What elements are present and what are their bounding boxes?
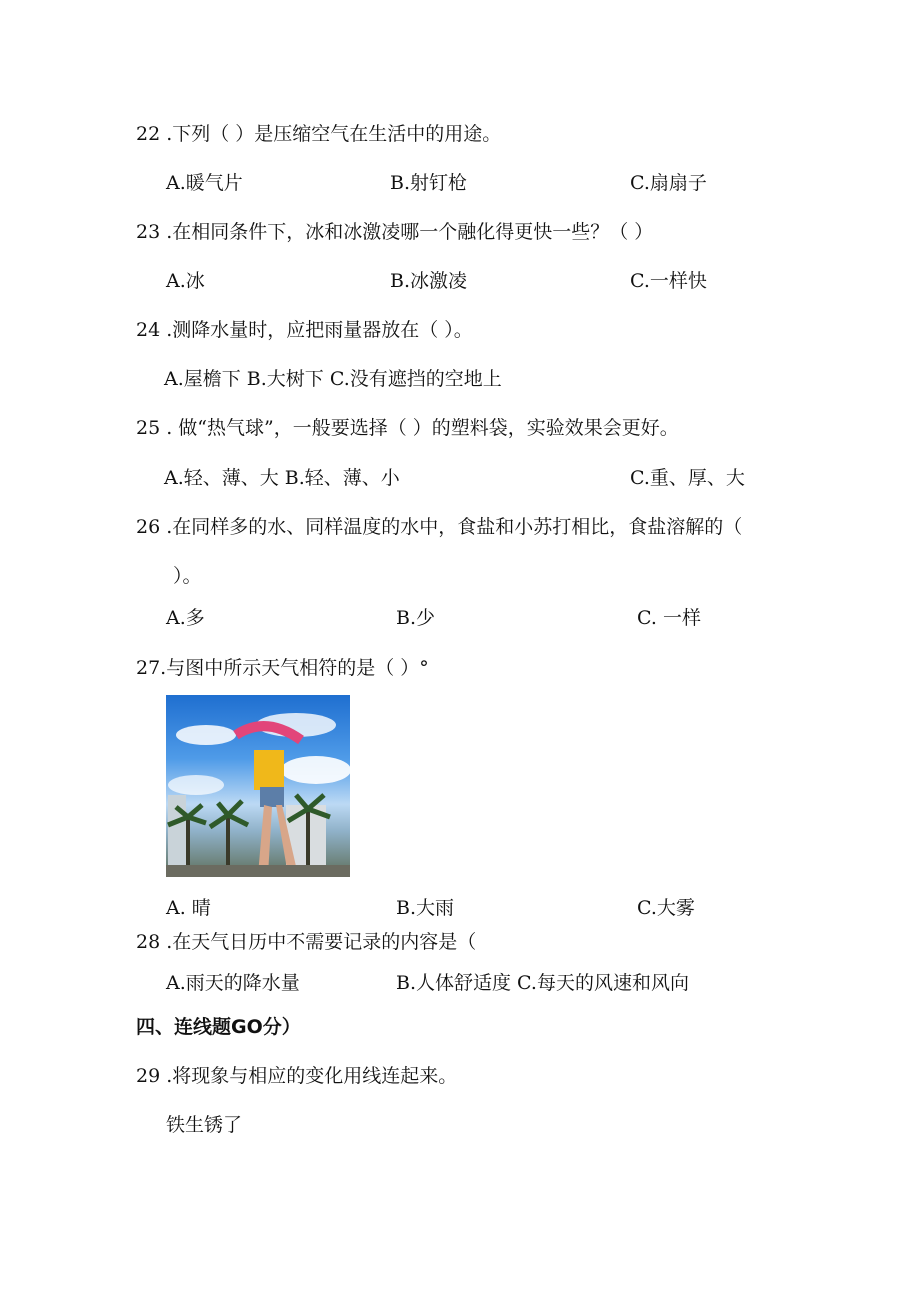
q23-option-b: B.冰激凌 — [390, 270, 468, 292]
q22-option-c: C.扇扇子 — [630, 172, 707, 194]
q28-option-a: A.雨天的降水量 — [166, 972, 300, 994]
q27-option-a: A. 晴 — [166, 897, 211, 919]
q26-option-c: C. 一样 — [637, 607, 701, 629]
q25-option-ab: A.轻、薄、大 B.轻、薄、小 — [164, 467, 400, 489]
question-25: 25 . 做“热气球”，一般要选择（ ）的塑料袋，实验效果会更好。 — [136, 417, 679, 439]
question-26: 26 .在同样多的水、同样温度的水中，食盐和小苏打相比，食盐溶解的（ — [136, 516, 743, 538]
section-heading: 四、连线题GO分） — [136, 1016, 301, 1038]
q24-options: A.屋檐下 B.大树下 C.没有遮挡的空地上 — [164, 368, 502, 390]
q22-option-a: A.暖气片 — [166, 172, 243, 194]
question-23: 23 .在相同条件下，冰和冰激凌哪一个融化得更快一些？（ ） — [136, 221, 654, 243]
weather-photo — [166, 695, 350, 877]
question-24: 24 .测降水量时，应把雨量器放在（ ）。 — [136, 319, 473, 341]
q23-option-c: C.一样快 — [630, 270, 707, 292]
question-29: 29 .将现象与相应的变化用线连起来。 — [136, 1065, 458, 1087]
question-22: 22 .下列（ ）是压缩空气在生活中的用途。 — [136, 123, 502, 145]
weather-photo-illustration — [166, 695, 350, 877]
q27-option-c: C.大雾 — [637, 897, 695, 919]
q28-option-bc: B.人体舒适度 C.每天的风速和风向 — [396, 972, 689, 994]
question-28: 28 .在天气日历中不需要记录的内容是（ — [136, 931, 477, 953]
q23-option-a: A.冰 — [166, 270, 205, 292]
q26-option-a: A.多 — [166, 607, 205, 629]
q22-option-b: B.射钉枪 — [390, 172, 468, 194]
q27-option-b: B.大雨 — [396, 897, 455, 919]
q29-item: 铁生锈了 — [166, 1114, 243, 1136]
q26-option-b: B.少 — [396, 607, 436, 629]
question-26-continuation: ）。 — [173, 565, 202, 587]
q25-option-c: C.重、厚、大 — [630, 467, 745, 489]
question-27: 27.与图中所示天气相符的是（ ）° — [136, 657, 429, 679]
